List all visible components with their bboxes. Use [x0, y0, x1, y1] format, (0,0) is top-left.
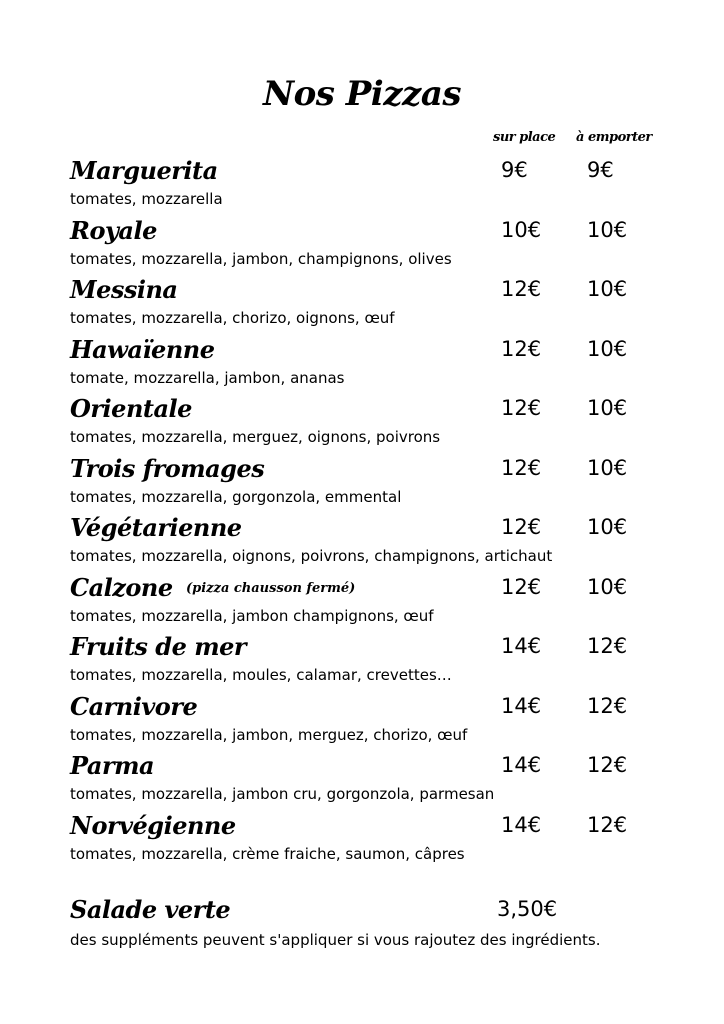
pizza-item [0, 335, 724, 391]
salad-price: 3,50€ [497, 897, 558, 921]
price-sur-place: 12€ [501, 396, 542, 420]
price-sur-place: 12€ [501, 515, 542, 539]
pizza-name: Norvégienne [70, 810, 236, 840]
price-sur-place: 12€ [501, 336, 542, 361]
pizza-item [0, 692, 724, 748]
supplements-footnote: des suppléments peuvent s'appliquer si vous rajoutez des ingrédients. [70, 931, 601, 949]
pizza-ingredients: tomates, mozzarella, chorizo, oignons, œuf [70, 309, 395, 327]
price-a-emporter: 12€ [587, 634, 628, 658]
price-sur-place: 14€ [501, 693, 542, 718]
price-a-emporter: 9€ [587, 158, 614, 182]
pizza-name: Royale [70, 215, 157, 245]
pizza-item [0, 573, 724, 629]
pizza-ingredients: tomates, mozzarella, moules, calamar, crevettes… [70, 666, 452, 684]
price-sur-place: 14€ [501, 812, 542, 837]
pizza-item [0, 751, 724, 807]
pizza-item [0, 275, 724, 331]
pizza-name: Hawaïenne [70, 334, 215, 364]
pizza-item [0, 811, 724, 867]
pizza-ingredients: tomates, mozzarella, gorgonzola, emmental [70, 487, 402, 506]
pizza-ingredients: tomates, mozzarella [70, 190, 223, 208]
pizza-name: Calzone [70, 572, 173, 602]
price-a-emporter: 10€ [587, 396, 628, 420]
salad-item [0, 895, 724, 935]
column-header-sur-place: sur place [493, 130, 556, 145]
pizza-ingredients: tomates, mozzarella, oignons, poivrons, champignons, artichaut [70, 547, 553, 565]
price-sur-place: 14€ [501, 753, 542, 777]
price-sur-place: 12€ [501, 277, 542, 301]
pizza-name: Orientale [70, 394, 192, 423]
pizza-name: Végétarienne [70, 513, 242, 542]
pizza-ingredients: tomates, mozzarella, crème fraiche, saumon, câpres [70, 844, 465, 863]
pizza-name: Messina [70, 275, 178, 304]
pizza-item [0, 632, 724, 688]
pizza-name: Marguerita [70, 156, 218, 185]
column-header-a-emporter: à emporter [576, 130, 652, 145]
pizza-name: Fruits de mer [70, 632, 246, 661]
pizza-item [0, 454, 724, 510]
price-a-emporter: 10€ [587, 455, 628, 480]
price-sur-place: 9€ [501, 158, 528, 182]
menu-title: Nos Pizzas [262, 74, 461, 114]
pizza-item [0, 216, 724, 272]
price-sur-place: 12€ [501, 574, 542, 599]
price-a-emporter: 10€ [587, 336, 628, 361]
pizza-item [0, 513, 724, 569]
pizza-name: Parma [70, 751, 155, 780]
price-a-emporter: 10€ [587, 574, 628, 599]
pizza-name: Trois fromages [70, 453, 265, 483]
pizza-ingredients: tomates, mozzarella, jambon champignons, œuf [70, 606, 434, 625]
price-sur-place: 12€ [501, 455, 542, 480]
price-a-emporter: 10€ [587, 217, 628, 242]
pizza-ingredients: tomates, mozzarella, merguez, oignons, poivrons [70, 428, 441, 446]
price-a-emporter: 10€ [587, 515, 628, 539]
price-a-emporter: 10€ [587, 277, 628, 301]
price-a-emporter: 12€ [587, 693, 628, 718]
pizza-item [0, 394, 724, 450]
pizza-note: (pizza chausson fermé) [186, 580, 356, 596]
pizza-name: Carnivore [70, 691, 198, 721]
pizza-item [0, 156, 724, 212]
pizza-ingredients: tomates, mozzarella, jambon, merguez, chorizo, œuf [70, 725, 468, 744]
price-sur-place: 10€ [501, 217, 542, 242]
price-sur-place: 14€ [501, 634, 542, 658]
pizza-ingredients: tomates, mozzarella, jambon cru, gorgonzola, parmesan [70, 785, 495, 803]
pizza-ingredients: tomate, mozzarella, jambon, ananas [70, 368, 345, 387]
pizza-ingredients: tomates, mozzarella, jambon, champignons, olives [70, 249, 452, 268]
price-a-emporter: 12€ [587, 753, 628, 777]
salad-name: Salade verte [70, 895, 231, 924]
price-a-emporter: 12€ [587, 812, 628, 837]
